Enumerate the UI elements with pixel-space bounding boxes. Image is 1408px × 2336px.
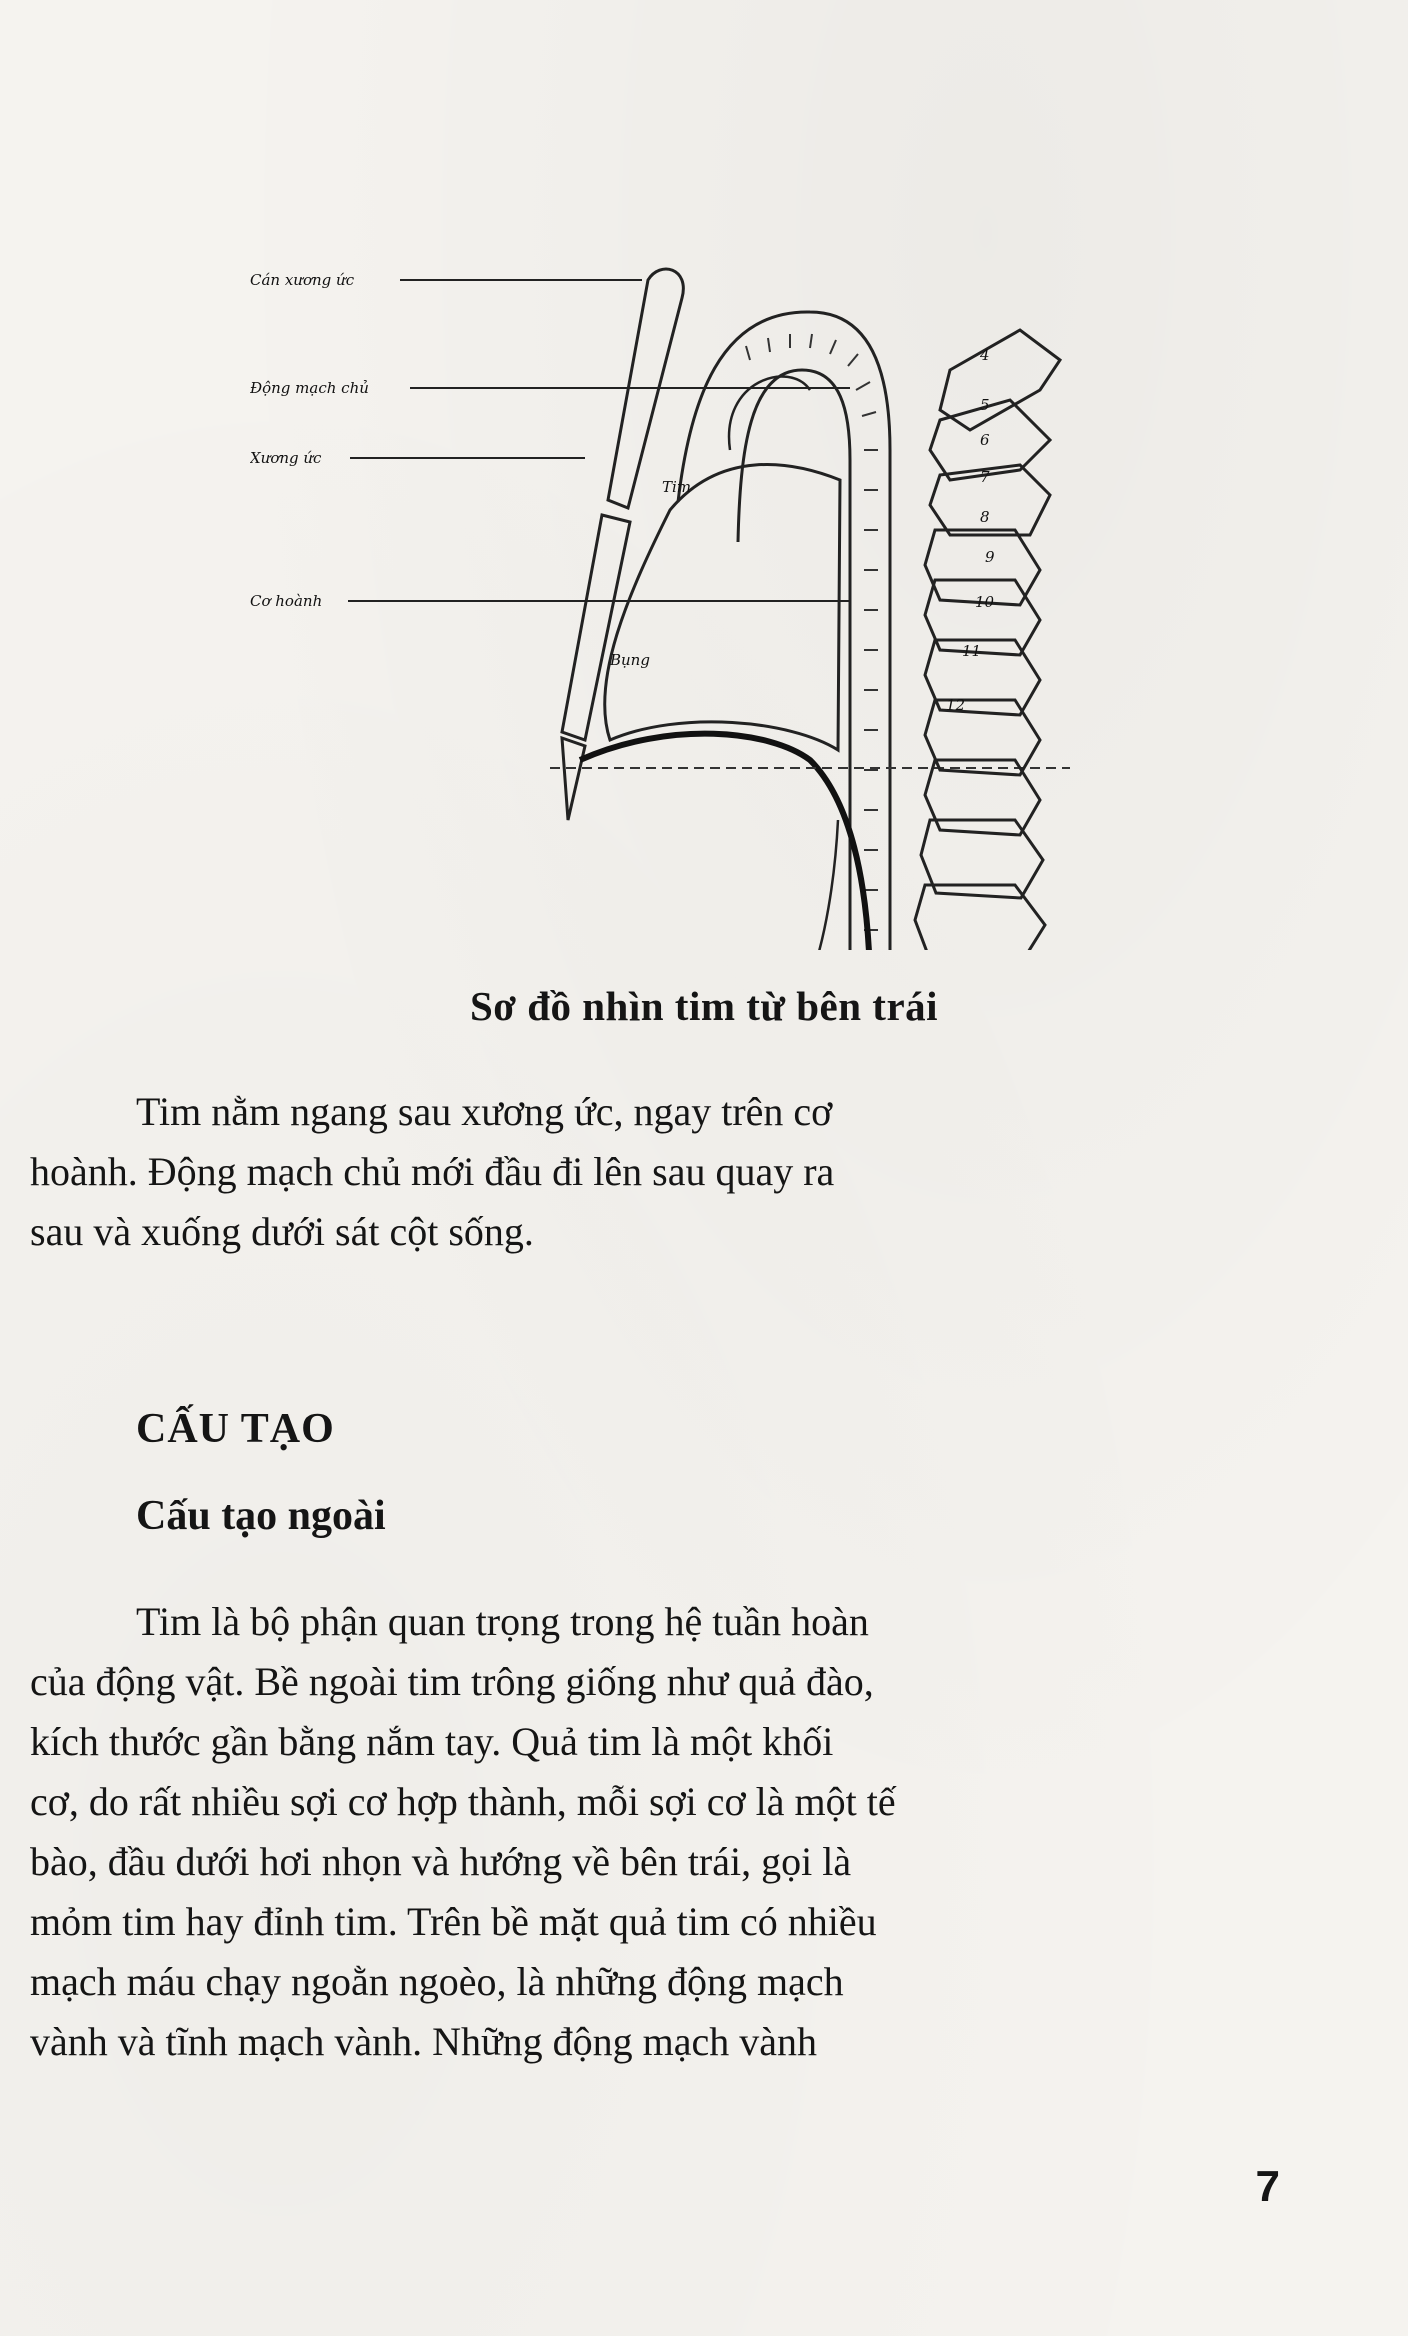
- page-number: 7: [1255, 2162, 1280, 2211]
- vertebra-label-5: 5: [980, 396, 990, 414]
- section-paragraph: [30, 1592, 1280, 2072]
- heart-outline: [605, 465, 840, 750]
- paragraph-line: cơ, do rất nhiều sợi cơ hợp thành, mỗi sợi cơ là một tế: [30, 1779, 896, 1824]
- section-subheading: Cấu tạo ngoài: [136, 1493, 386, 1539]
- vertebra-label-8: 8: [980, 508, 990, 526]
- intro-line: Tim nằm ngang sau xương ức, ngay trên cơ: [136, 1089, 833, 1134]
- heart-diagram: [250, 120, 1070, 950]
- paragraph-line: mỏm tim hay đỉnh tim. Trên bề mặt quả tim có nhiều: [30, 1899, 877, 1944]
- paragraph-line: của động vật. Bề ngoài tim trông giống như quả đào,: [30, 1659, 874, 1704]
- paragraph-line: mạch máu chạy ngoằn ngoèo, là những động mạch: [30, 1959, 844, 2004]
- abdominal-wall: [810, 820, 838, 950]
- spine: [915, 330, 1060, 950]
- section-heading: CẤU TẠO: [136, 1406, 335, 1452]
- intro-line: hoành. Động mạch chủ mới đầu đi lên sau quay ra: [30, 1149, 835, 1194]
- intro-line: sau và xuống dưới sát cột sống.: [30, 1209, 534, 1254]
- label-co-hoanh: Cơ hoành: [250, 592, 323, 610]
- vertebra-label-6: 6: [980, 431, 990, 449]
- vertebra-label-12: 12: [946, 696, 966, 714]
- label-dong-mach-chu: Động mạch chủ: [250, 379, 369, 397]
- aortic-arch-inner: [738, 370, 850, 950]
- vertebra-label-11: 11: [962, 642, 982, 660]
- vertebra-label-9: 9: [985, 548, 995, 566]
- label-bung: Bụng: [610, 651, 650, 669]
- paragraph-line: Tim là bộ phận quan trọng trong hệ tuần hoàn: [136, 1599, 869, 1644]
- vertebra-5: [925, 580, 1040, 655]
- aortic-arch-hatching: [746, 334, 878, 930]
- label-tim: Tim: [662, 478, 692, 496]
- figure-caption: Sơ đồ nhìn tim từ bên trái: [469, 983, 939, 1029]
- label-xuong-uc: Xương ức: [250, 449, 322, 467]
- paragraph-line: bào, đầu dưới hơi nhọn và hướng về bên trái, gọi là: [30, 1839, 852, 1884]
- heart-diagram-svg: [250, 120, 1070, 950]
- paragraph-line: kích thước gần bằng nắm tay. Quả tim là một khối: [30, 1719, 834, 1764]
- intro-paragraph: [30, 1082, 1280, 1262]
- label-can-xuong-uc: Cán xương ức: [250, 271, 355, 289]
- paragraph-line: vành và tĩnh mạch vành. Những động mạch vành: [30, 2019, 818, 2064]
- vertebra-label-7: 7: [980, 468, 990, 486]
- vertebra-label-4: 4: [980, 346, 990, 364]
- xiphoid-shape: [562, 738, 585, 820]
- vertebra-label-10: 10: [975, 593, 995, 611]
